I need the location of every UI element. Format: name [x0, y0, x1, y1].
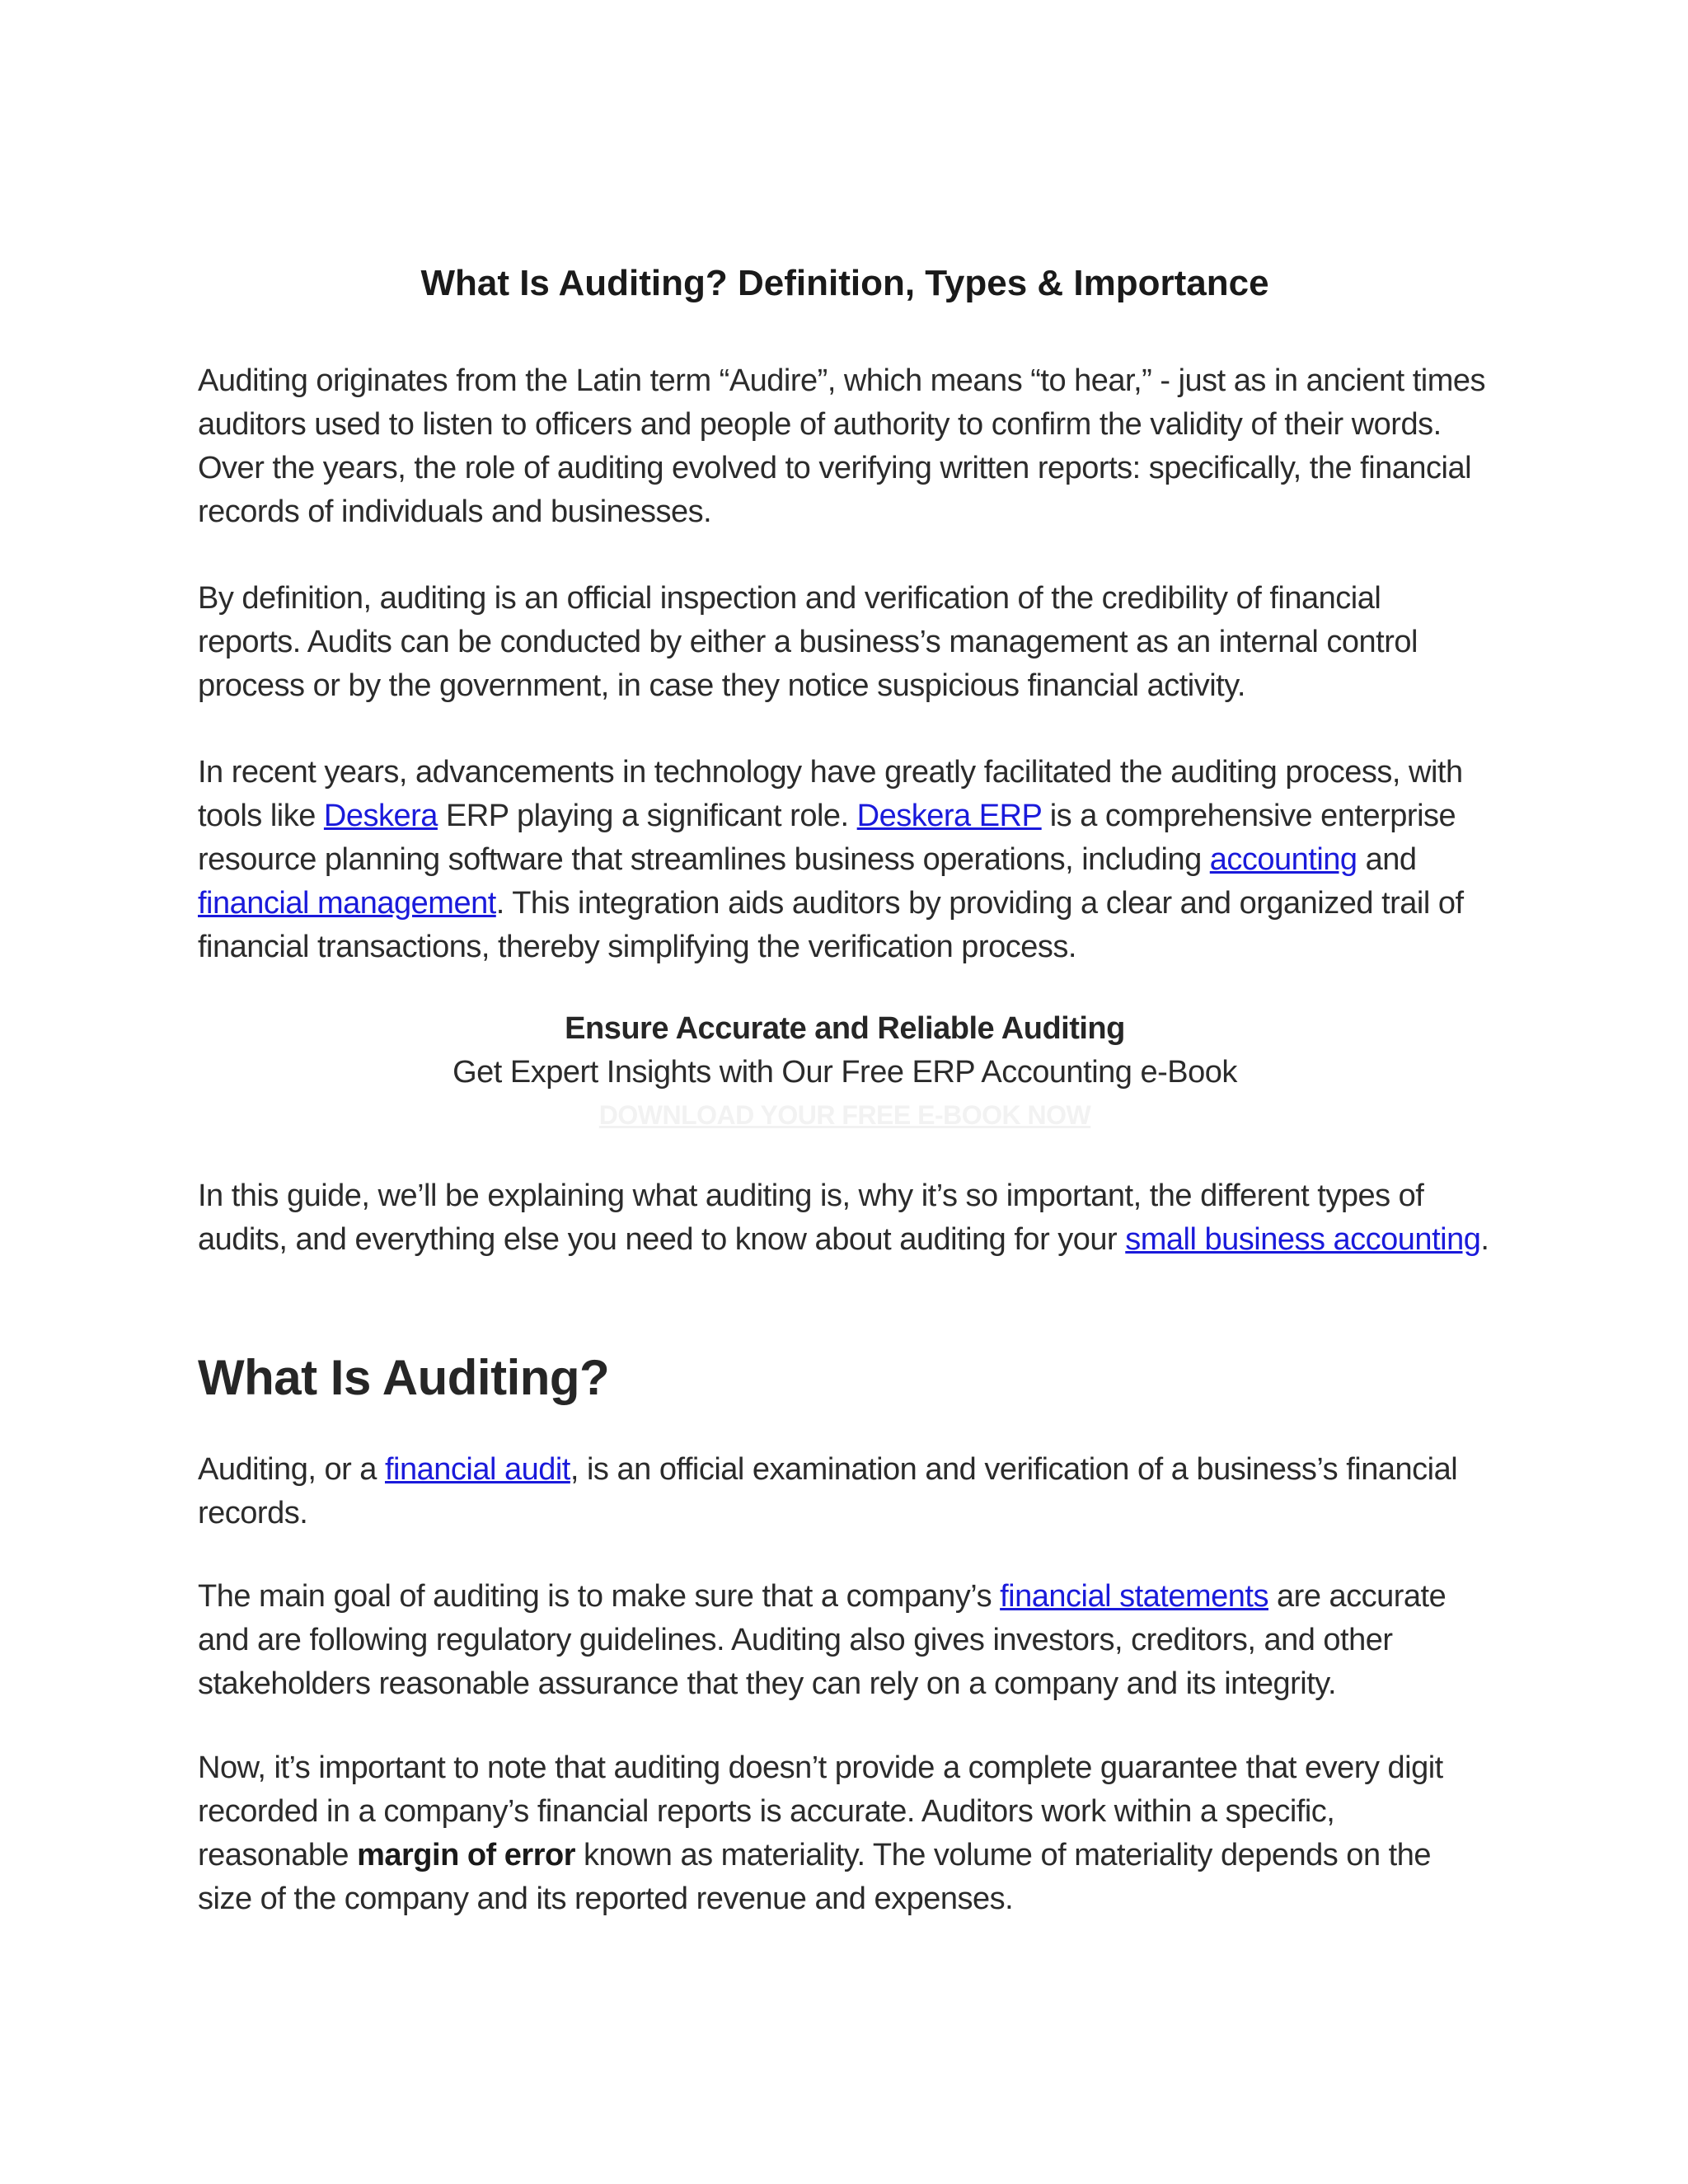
- text-segment: is a comprehensive enterprise resource planning software that streamlines business operations, including: [198, 799, 1456, 877]
- deskera-erp-link[interactable]: Deskera ERP: [856, 799, 1042, 833]
- section-heading: What Is Auditing?: [198, 1350, 610, 1405]
- cta-title: Ensure Accurate and Reliable Auditing: [565, 1011, 1125, 1046]
- technology-paragraph: [198, 751, 1492, 969]
- small-business-accounting-link[interactable]: small business accounting: [1125, 1222, 1481, 1257]
- document-title: What Is Auditing? Definition, Types & Importance: [420, 263, 1269, 303]
- intro-paragraph-definition: By definition, auditing is an official inspection and verification of the credibility of financial reports. Audits can be conducted by either a business’s management as an internal control process or by the government, in case they notice suspicious financial activity.: [198, 581, 1418, 703]
- guide-paragraph: [198, 1174, 1492, 1262]
- text-segment: known as materiality. The volume of materiality depends on the size of the company and its reported revenue and expenses.: [198, 1838, 1431, 1916]
- text-segment: .: [1480, 1222, 1489, 1257]
- text-segment: In this guide, we’ll be explaining what auditing is, why it’s so important, the different types of audits, and everything else you need to know about auditing for your: [198, 1179, 1424, 1257]
- ebook-cta-block: [198, 1007, 1492, 1136]
- financial-management-link[interactable]: financial management: [198, 886, 496, 921]
- text-segment: are accurate and are following regulatory guidelines. Auditing also gives investors, creditors, and other stakeholders reasonable assurance that they can rely on a company and its integrity.: [198, 1579, 1447, 1701]
- download-ebook-button[interactable]: DOWNLOAD YOUR FREE E-BOOK NOW: [598, 1100, 1091, 1130]
- text-segment: and: [1357, 842, 1417, 877]
- text-segment: , is an official examination and verification of a business’s financial records.: [198, 1452, 1458, 1530]
- margin-of-error-bold: margin of error: [357, 1838, 575, 1872]
- text-segment: The main goal of auditing is to make sure that a company’s: [198, 1579, 1001, 1614]
- financial-audit-link[interactable]: financial audit: [384, 1452, 570, 1487]
- intro-paragraph-origin: Auditing originates from the Latin term “Audire”, which means “to hear,” - just as in ancient times auditors used to listen to officers and people of authority to confirm the validity of their words. Over the years, the role of auditing evolved to verifying written reports: specifically, the financial records of individuals and businesses.: [198, 363, 1485, 529]
- section-paragraph-goal: [198, 1575, 1492, 1706]
- accounting-link[interactable]: accounting: [1209, 842, 1357, 877]
- cta-subtitle: Get Expert Insights with Our Free ERP Accounting e-Book: [452, 1055, 1237, 1090]
- deskera-link[interactable]: Deskera: [323, 799, 438, 833]
- text-segment: In recent years, advancements in technology have greatly facilitated the auditing process, with tools like: [198, 755, 1463, 833]
- text-segment: Now, it’s important to note that auditing doesn’t provide a complete guarantee that every digit recorded in a company’s financial reports is accurate. Auditors work within a specific, reasonable: [198, 1750, 1443, 1872]
- section-paragraph-financial-audit: [198, 1448, 1492, 1535]
- text-segment: ERP playing a significant role.: [437, 799, 857, 833]
- financial-statements-link[interactable]: financial statements: [1000, 1579, 1268, 1614]
- section-paragraph-materiality: [198, 1746, 1492, 1921]
- text-segment: Auditing, or a: [198, 1452, 385, 1487]
- text-segment: . This integration aids auditors by providing a clear and organized trail of financial transactions, thereby simplifying the verification process.: [198, 886, 1464, 964]
